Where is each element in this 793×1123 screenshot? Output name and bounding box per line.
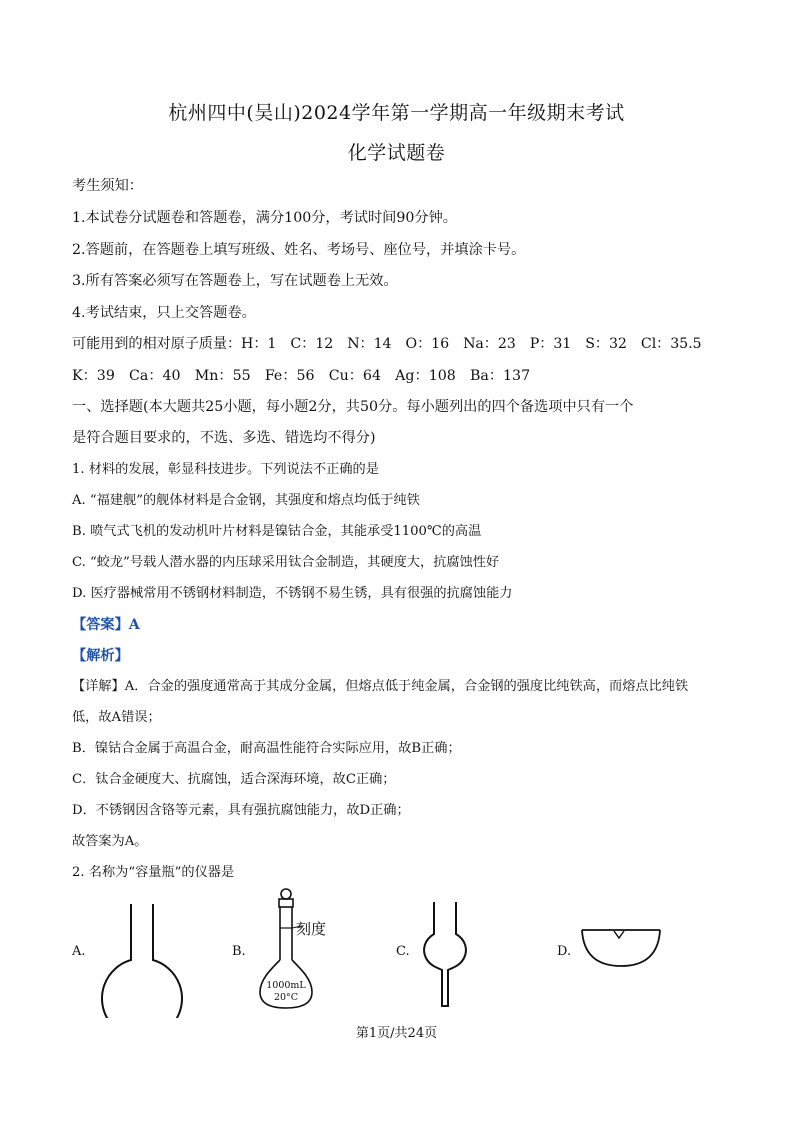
flask-temperature-label: 20°C — [273, 992, 299, 1003]
q1-answer-tag: 【答案】A — [72, 617, 140, 633]
section-1-heading-cont: 是符合题目要求的，不选、多选、错选均不得分) — [72, 430, 376, 446]
q1-option-d: D. 医疗器械常用不锈钢材料制造，不锈钢不易生锈，具有很强的抗腐蚀能力 — [72, 586, 513, 601]
q2-label-c: C. — [396, 944, 410, 959]
q1-detail-3: B．镍钴合金属于高温合金，耐高温性能符合实际应用，故B正确； — [72, 741, 461, 756]
notice-item-1: 1.本试卷分试题卷和答题卷，满分100分，考试时间90分钟。 — [72, 210, 457, 226]
evaporating-dish-icon — [578, 922, 664, 972]
round-bottom-flask-icon — [92, 898, 192, 1018]
q1-analysis-tag: 【解析】 — [72, 648, 129, 664]
q1-option-b: B. 喷气式飞机的发动机叶片材料是镍钴合金，其能承受1100℃的高温 — [72, 524, 482, 539]
q1-detail-5: D．不锈钢因含铬等元素，具有强抗腐蚀能力，故D正确； — [72, 803, 410, 818]
notice-item-3: 3.所有答案必须写在答题卷上，写在试题卷上无效。 — [72, 273, 398, 289]
q1-detail-6: 故答案为A。 — [72, 834, 148, 849]
q1-stem: 1. 材料的发展，彰显科技进步。下列说法不正确的是 — [72, 462, 379, 477]
q2-label-d: D. — [557, 944, 572, 959]
page-footer: 第1页/共24页 — [355, 1026, 438, 1041]
flask-volume-label: 1000mL — [266, 980, 306, 991]
q1-detail-2: 低，故A错误； — [72, 710, 161, 725]
volumetric-flask-icon — [250, 886, 342, 1014]
q1-detail-1: 【详解】A．合金的强度通常高于其成分金属，但熔点低于纯金属，合金钢的强度比纯铁高，而熔点比纯铁 — [72, 679, 689, 694]
q1-detail-4: C．钛合金硬度大、抗腐蚀，适合深海环境，故C正确； — [72, 772, 396, 787]
exam-subtitle: 化学试题卷 — [347, 142, 446, 164]
notice-item-2: 2.答题前，在答题卷上填写班级、姓名、考场号、座位号，并填涂卡号。 — [72, 242, 526, 258]
notice-item-4: 4.考试结束，只上交答题卷。 — [72, 305, 256, 321]
exam-title: 杭州四中(吴山)2024学年第一学期高一年级期末考试 — [168, 102, 625, 124]
q2-label-a: A. — [72, 944, 86, 959]
q1-option-c: C. “蛟龙”号载人潜水器的内压球采用钛合金制造，其硬度大，抗腐蚀性好 — [72, 555, 500, 570]
notice-heading: 考生须知： — [72, 178, 143, 194]
separatory-funnel-icon — [416, 898, 476, 1010]
atomic-mass-line-2: K：39 Ca：40 Mn：55 Fe：56 Cu：64 Ag：108 Ba：137 — [72, 368, 531, 384]
atomic-mass-line-1: 可能用到的相对原子质量：H：1 C：12 N：14 O：16 Na：23 P：31 S：32 Cl：35.5 — [72, 336, 702, 352]
flask-mark-label: 刻度 — [296, 920, 327, 938]
q2-stem: 2. 名称为“容量瓶”的仪器是 — [72, 865, 235, 880]
q1-option-a: A. “福建舰”的舰体材料是合金钢，其强度和熔点均低于纯铁 — [72, 493, 420, 508]
q2-label-b: B. — [232, 944, 246, 959]
section-1-heading: 一、选择题(本大题共25小题，每小题2分，共50分。每小题列出的四个备选项中只有一个 — [72, 399, 634, 415]
